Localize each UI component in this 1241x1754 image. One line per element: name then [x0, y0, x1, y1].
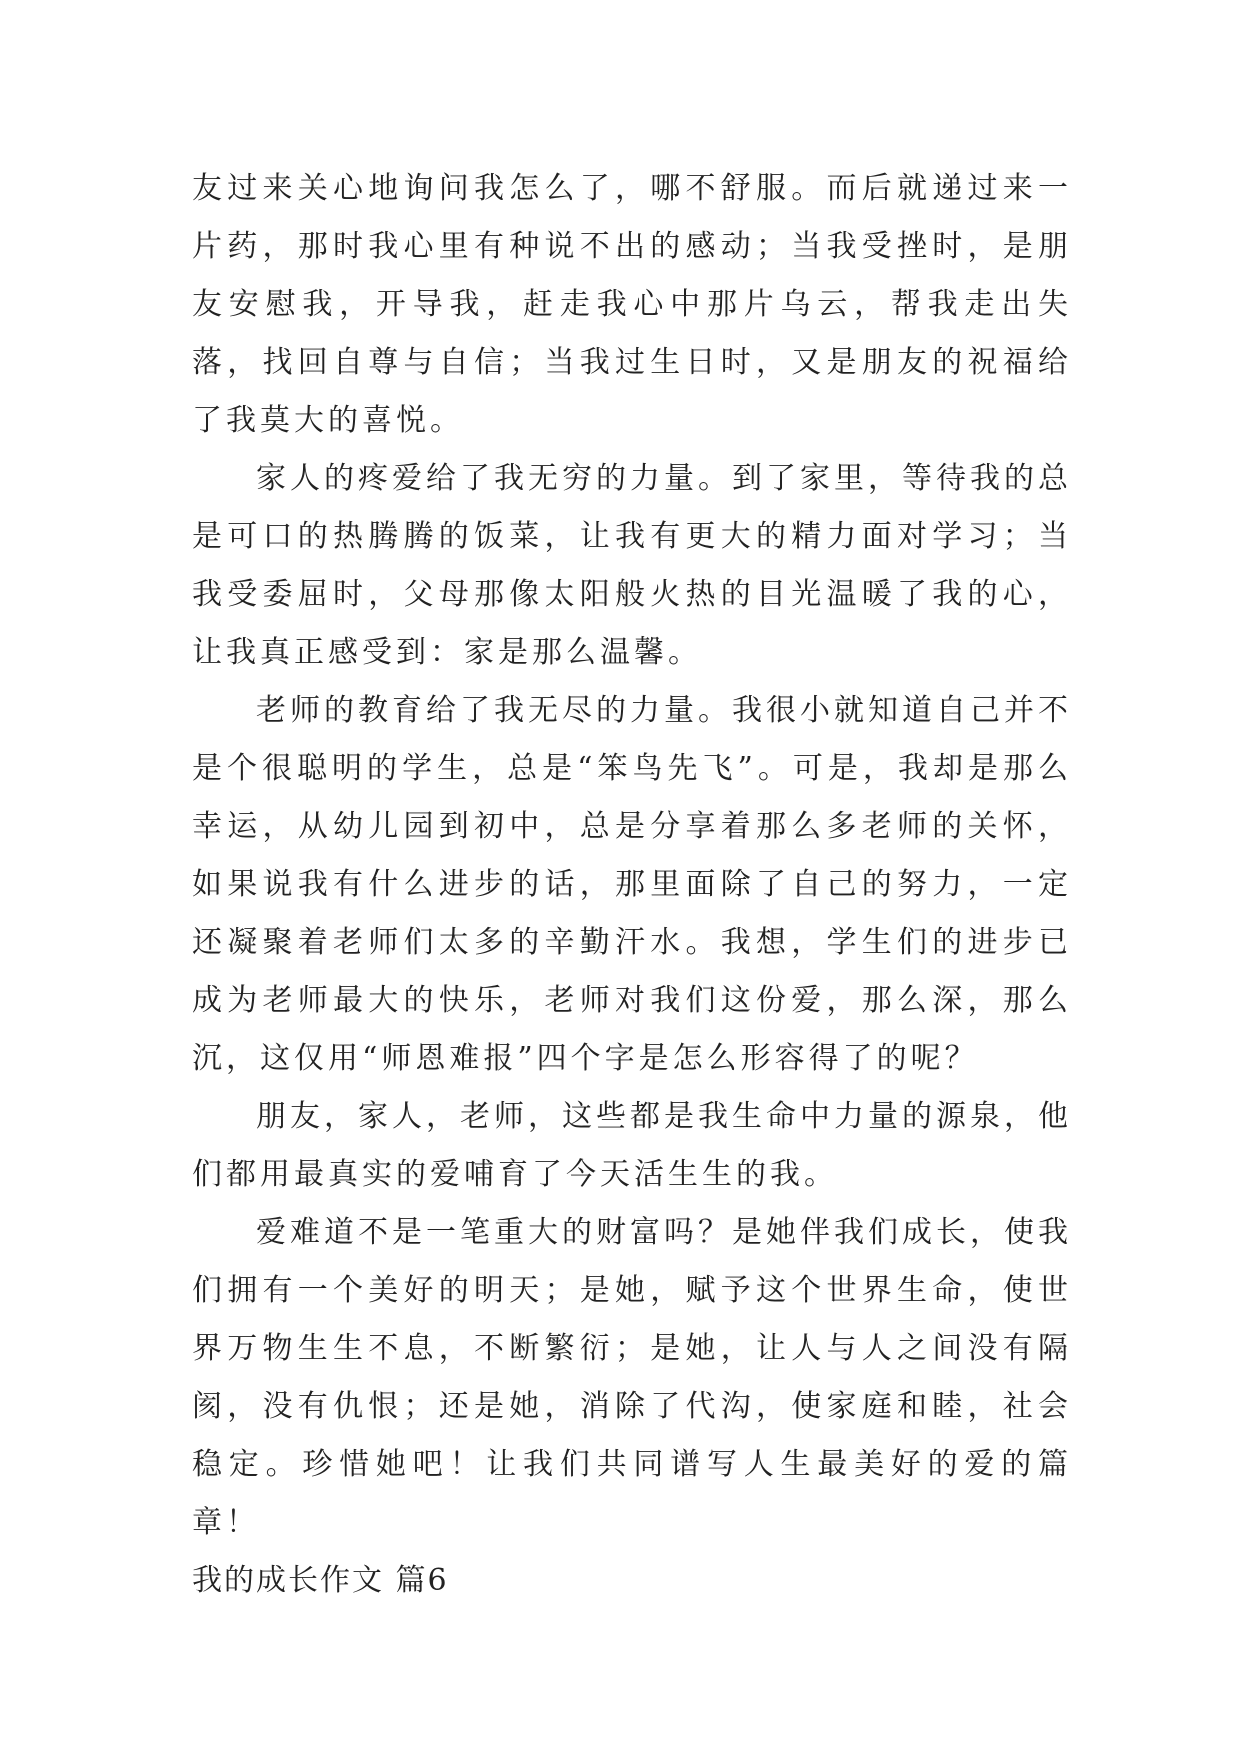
document-body — [192, 160, 1072, 1610]
paragraph-love: 爱难道不是一笔重大的财富吗？是她伴我们成长，使我们拥有一个美好的明天；是她，赋予这个世界生命，使世界万物生生不息，不断繁衍；是她，让人与人之间没有隔阂，没有仇恨；还是她，消除了代沟，使家庭和睦，社会稳定。珍惜她吧！让我们共同谱写人生最美好的爱的篇章！ — [192, 1215, 1072, 1540]
paragraph-sources: 朋友，家人，老师，这些都是我生命中力量的源泉，他们都用最真实的爱哺育了今天活生生的我。 — [192, 1099, 1072, 1192]
paragraph-continuation: 友过来关心地询问我怎么了，哪不舒服。而后就递过来一片药，那时我心里有种说不出的感动；当我受挫时，是朋友安慰我，开导我，赶走我心中那片乌云，帮我走出失落，找回自尊与自信；当我过生日时，又是朋友的祝福给了我莫大的喜悦。 — [192, 171, 1072, 438]
section-heading: 我的成长作文 篇6 — [192, 1563, 449, 1598]
paragraph-family: 家人的疼爱给了我无穷的力量。到了家里，等待我的总是可口的热腾腾的饭菜，让我有更大的精力面对学习；当我受委屈时，父母那像太阳般火热的目光温暖了我的心，让我真正感受到：家是那么温馨。 — [192, 461, 1072, 670]
paragraph-teachers: 老师的教育给了我无尽的力量。我很小就知道自己并不是个很聪明的学生，总是“笨鸟先飞”。可是，我却是那么幸运，从幼儿园到初中，总是分享着那么多老师的关怀，如果说我有什么进步的话，那里面除了自己的努力，一定还凝聚着老师们太多的辛勤汗水。我想，学生们的进步已成为老师最大的快乐，老师对我们这份爱，那么深，那么沉，这仅用“师恩难报”四个字是怎么形容得了的呢？ — [192, 693, 1072, 1076]
